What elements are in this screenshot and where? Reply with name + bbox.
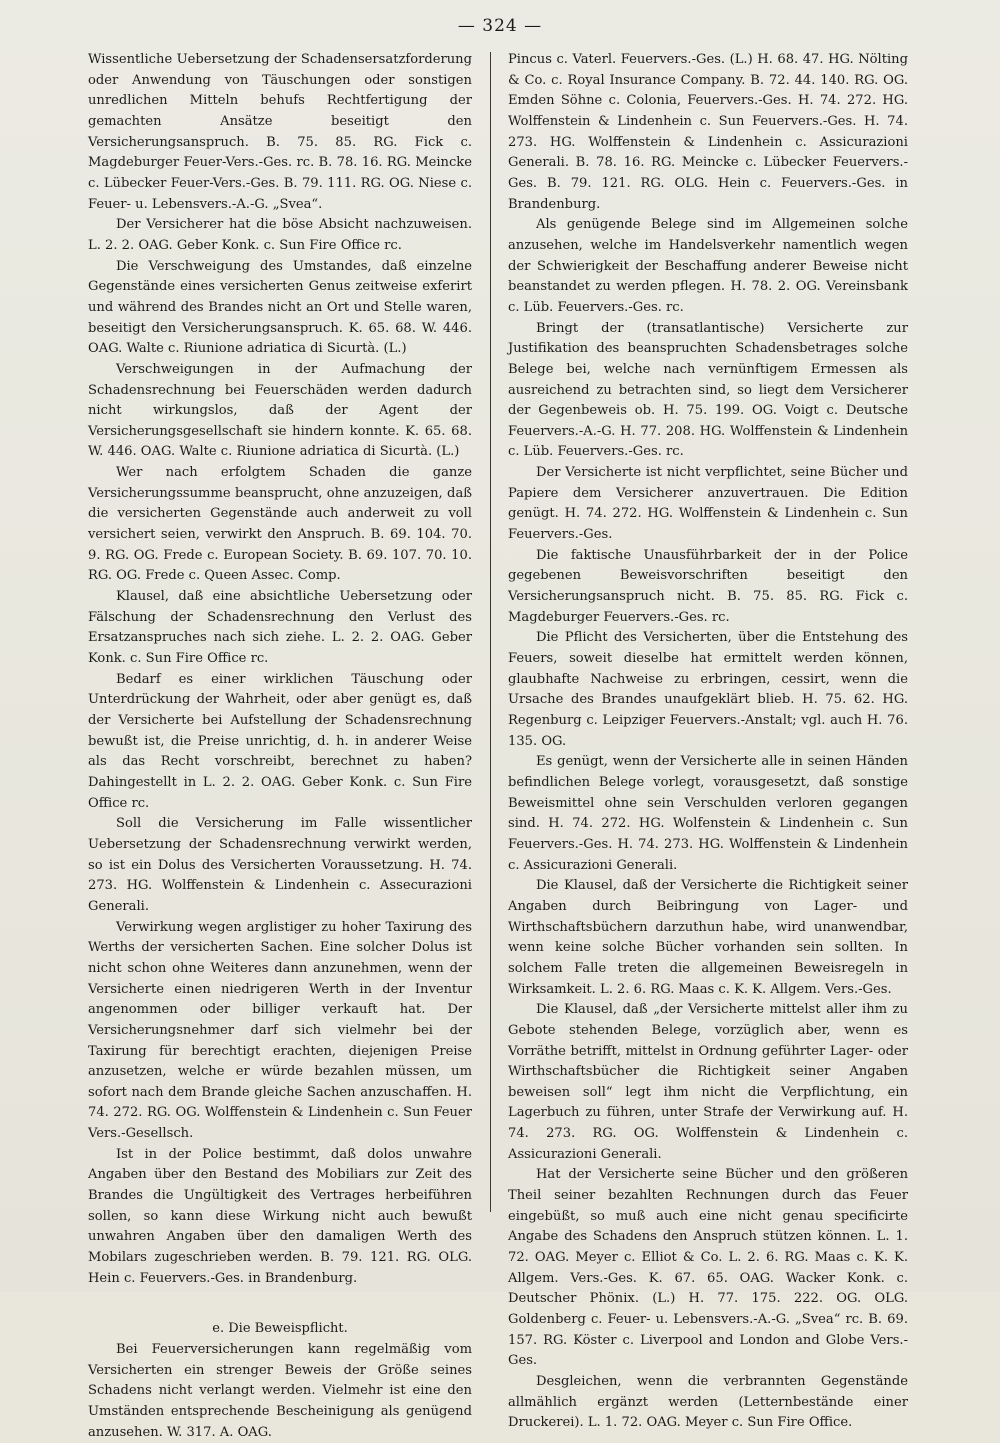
- paragraph: Der Versicherte ist nicht verpflichtet, seine Bücher und Papiere dem Versicherer anzuvertrauen. Die Edition genügt. H. 74. 272. HG. Wolffenstein & Lindenhein c. Sun Feuervers.-Ges.: [508, 465, 908, 543]
- paragraph: Die Verschweigung des Umstandes, daß einzelne Gegenstände eines versicherten Genus zeitweise exferirt und während des Brandes nicht an Ort und Stelle waren, beseitigt den Versicherungsanspruch. K. 65. 68. W. 446. OAG. Walte c. Riunione adriatica di Sicurtà. (L.): [88, 258, 472, 357]
- paragraph: Die Klausel, daß „der Versicherte mittelst aller ihm zu Gebote stehenden Belege, vorzüglich aber, wenn es Vorräthe betrifft, mittelst in Ordnung geführter Lager- oder Wirthschaftsbücher die Richtigkeit seiner Angaben beweisen soll“ legt ihm nicht die Verpflichtung, ein Lagerbuch zu führen, unter Strafe der Verwirkung auf. H. 74. 273. RG. OG. Wolffenstein & Lindenhein c. Assicurazioni Generali.: [508, 1002, 908, 1162]
- left-column: [88, 50, 472, 1443]
- page-number: — 324 —: [457, 16, 543, 36]
- paragraph: Ist in der Police bestimmt, daß dolos unwahre Angaben über den Bestand des Mobiliars zur Zeit des Brandes die Ungültigkeit des Vertrages herbeiführen sollen, so kann diese Wirkung nicht auch bewußt unwahren Angaben über den damaligen Werth des Mobilars zugeschrieben werden. B. 79. 121. RG. OLG. Hein c. Feuervers.-Ges. in Brandenburg.: [88, 1146, 472, 1286]
- paragraph: Bringt der (transatlantische) Versicherte zur Justifikation des beanspruchten Schadensbetrages solche Belege bei, welche nach vernünftigem Ermessen als ausreichend zu betrachten sind, so liegt dem Versicherer der Gegenbeweis ob. H. 75. 199. OG. Voigt c. Deutsche Feuervers.-A.-G. H. 77. 208. HG. Wolffenstein & Lindenhein c. Lüb. Feuervers.-Ges. rc.: [508, 320, 908, 460]
- paragraph: Die faktische Unausführbarkeit der in der Police gegebenen Beweisvorschriften beseitigt den Versicherungsanspruch nicht. B. 75. 85. RG. Fick c. Magdeburger Feuervers.-Ges. rc.: [508, 547, 908, 625]
- paragraph: Der Versicherer hat die böse Absicht nachzuweisen. L. 2. 2. OAG. Geber Konk. c. Sun Fire Office rc.: [88, 217, 472, 253]
- section-heading: e. Die Beweispflicht.: [212, 1321, 348, 1337]
- paragraph: Wer nach erfolgtem Schaden die ganze Versicherungssumme beansprucht, ohne anzuzeigen, daß die versicherten Gegenstände auch anderweit zu voll versichert seien, verwirkt den Anspruch. B. 69. 104. 70. 9. RG. OG. Frede c. European Society. B. 69. 107. 70. 10. RG. OG. Frede c. Queen Assec. Comp.: [88, 465, 472, 584]
- paragraph: Klausel, daß eine absichtliche Uebersetzung oder Fälschung der Schadensrechnung den Verlust des Ersatzanspruches nach sich ziehe. L. 2. 2. OAG. Geber Konk. c. Sun Fire Office rc.: [88, 589, 472, 667]
- paragraph: Bei Feuerversicherungen kann regelmäßig vom Versicherten ein strenger Beweis der Größe seines Schadens nicht verlangt werden. Vielmehr ist eine den Umständen entsprechende Bescheinigung als genügend anzusehen. W. 317. A. OAG.: [88, 1342, 472, 1440]
- paragraph: Verschweigungen in der Aufmachung der Schadensrechnung bei Feuerschäden werden dadurch nicht wirkungslos, daß der Agent der Versicherungsgesellschaft sie hindern konnte. K. 65. 68. W. 446. OAG. Walte c. Riunione adriatica di Sicurtà. (L.): [88, 361, 472, 460]
- column-divider: [490, 52, 491, 1212]
- paragraph: Als genügende Belege sind im Allgemeinen solche anzusehen, welche im Handelsverkehr namentlich wegen der Schwierigkeit der Beschaffung anderer Beweise nicht beanstandet zu werden pflegen. H. 78. 2. OG. Vereinsbank c. Lüb. Feuervers.-Ges. rc.: [508, 217, 908, 315]
- paragraph: Bedarf es einer wirklichen Täuschung oder Unterdrückung der Wahrheit, oder aber genügt es, daß der Versicherte bei Aufstellung der Schadensrechnung bewußt ist, die Preise unrichtig, d. h. in anderer Weise als das Recht vorschreibt, berechnet zu haben? Dahingestellt in L. 2. 2. OAG. Geber Konk. c. Sun Fire Office rc.: [88, 671, 472, 811]
- paragraph: Verwirkung wegen arglistiger zu hoher Taxirung des Werths der versicherten Sachen. Eine solcher Dolus ist nicht schon ohne Weiteres dann anzunehmen, wenn der Versicherte einen niedrigeren Werth in der Inventur angenommen oder billiger verkauft hat. Der Versicherungsnehmer darf sich vielmehr bei der Taxirung für berechtigt erachten, diejenigen Preise anzusetzen, welche er würde bezahlen müssen, um sofort nach dem Brande gleiche Sachen anzuschaffen. H. 74. 272. RG. OG. Wolffenstein & Lindenhein c. Sun Feuer Vers.-Gesellsch.: [88, 919, 472, 1142]
- paragraph: Hat der Versicherte seine Bücher und den größeren Theil seiner bezahlten Rechnungen durch das Feuer eingebüßt, so muß auch eine nicht genau specificirte Angabe des Schadens den Anspruch stützen können. L. 1. 72. OAG. Meyer c. Elliot & Co. L. 2. 6. RG. Maas c. K. K. Allgem. Vers.-Ges. K. 67. 65. OAG. Wacker Konk. c. Deutscher Phönix. (L.) H. 77. 175. 222. OG. OLG. Goldenberg c. Feuer- u. Lebensvers.-A.-G. „Svea“ rc. B. 69. 157. RG. Köster c. Liverpool and London and Globe Vers.-Ges.: [508, 1167, 908, 1369]
- paragraph: Pincus c. Vaterl. Feuervers.-Ges. (L.) H. 68. 47. HG. Nölting & Co. c. Royal Insurance Company. B. 72. 44. 140. RG. OG. Emden Söhne c. Colonia, Feuervers.-Ges. H. 74. 272. HG. Wolffenstein & Lindenhein c. Sun Feuervers.-Ges. H. 74. 273. HG. Wolffenstein & Lindenhein c. Assicurazioni Generali. B. 78. 16. RG. Meincke c. Lübecker Feuervers.-Ges. B. 79. 121. RG. OLG. Hein c. Feuervers.-Ges. in Brandenburg.: [508, 52, 908, 212]
- right-column: [508, 50, 908, 1434]
- paragraph: Die Klausel, daß der Versicherte die Richtigkeit seiner Angaben durch Beibringung von Lager- und Wirthschaftsbüchern darzuthun habe, wird unanwendbar, wenn keine solche Bücher vorhanden sein sollten. In solchem Falle treten die allgemeinen Beweisregeln in Wirksamkeit. L. 2. 6. RG. Maas c. K. K. Allgem. Vers.-Ges.: [508, 878, 908, 997]
- paragraph: Die Pflicht des Versicherten, über die Entstehung des Feuers, soweit dieselbe hat ermittelt werden können, glaubhafte Nachweise zu erbringen, cessirt, wenn die Ursache des Brandes unaufgeklärt blieb. H. 75. 62. HG. Regenburg c. Leipziger Feuervers.-Anstalt; vgl. auch H. 76. 135. OG.: [508, 630, 908, 749]
- paragraph: Wissentliche Uebersetzung der Schadensersatzforderung oder Anwendung von Täuschungen oder sonstigen unredlichen Mitteln behufs Rechtfertigung der gemachten Ansätze beseitigt den Versicherungsanspruch. B. 75. 85. RG. Fick c. Magdeburger Feuer-Vers.-Ges. rc. B. 78. 16. RG. Meincke c. Lübecker Feuer-Vers.-Ges. B. 79. 111. RG. OG. Niese c. Feuer- u. Lebensvers.-A.-G. „Svea“.: [88, 52, 472, 212]
- paragraph: Desgleichen, wenn die verbrannten Gegenstände allmählich ergänzt werden (Letternbestände einer Druckerei). L. 1. 72. OAG. Meyer c. Sun Fire Office.: [508, 1374, 908, 1431]
- paragraph: Es genügt, wenn der Versicherte alle in seinen Händen befindlichen Belege vorlegt, vorausgesetzt, daß sonstige Beweismittel ohne sein Verschulden verloren gegangen sind. H. 74. 272. HG. Wolfenstein & Lindenhein c. Sun Feuervers.-Ges. H. 74. 273. HG. Wolffenstein & Lindenhein c. Assicurazioni Generali.: [508, 754, 908, 873]
- spacer: [88, 1289, 472, 1319]
- paragraph: Soll die Versicherung im Falle wissentlicher Uebersetzung der Schadensrechnung verwirkt werden, so ist ein Dolus des Versicherten Voraussetzung. H. 74. 273. HG. Wolffenstein & Lindenhein c. Assecurazioni Generali.: [88, 816, 472, 914]
